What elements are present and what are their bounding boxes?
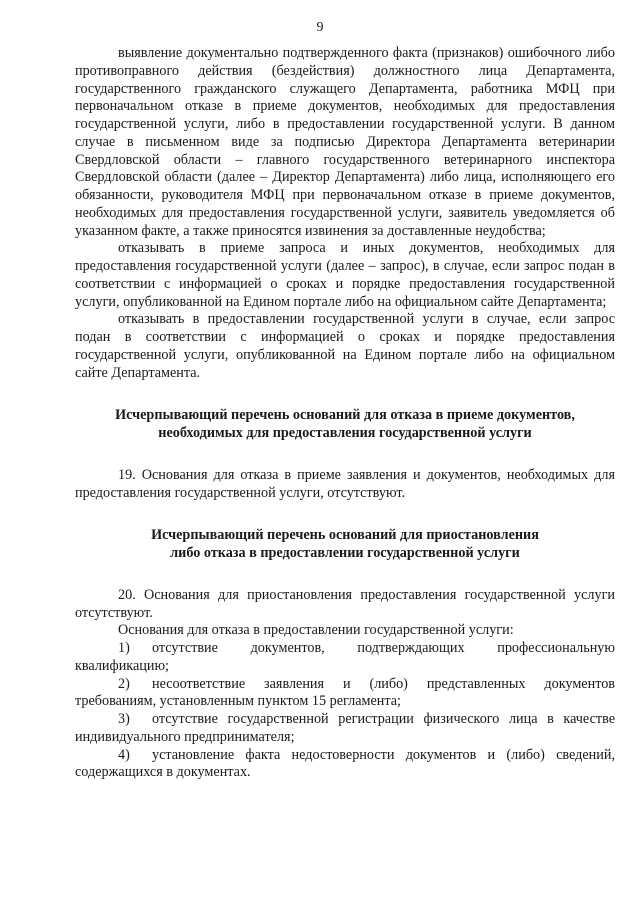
paragraph-19: 19. Основания для отказа в приеме заявления и документов, необходимых для предоставления государственной услуги, отсутствуют. [75,466,615,501]
list-number: 4) [118,746,130,763]
refusal-intro: Основания для отказа в предоставлении государственной услуги: [118,622,514,639]
heading-line: Исчерпывающий перечень оснований для отказа в приеме документов, [115,407,575,424]
heading-line: Исчерпывающий перечень оснований для приостановления [151,527,539,544]
page-number: 9 [316,20,324,35]
list-text: отсутствие документов, подтверждающих профессиональную квалификацию; [75,640,615,674]
heading-line: либо отказа в предоставлении государственной услуги [170,545,520,561]
paragraph-refuse-request: отказывать в приеме запроса и иных документов, необходимых для предоставления государственной услуги (далее – запрос), в случае, если запрос подан в соответствии с информацией о сроках и порядке предоставления государственной услуги, опубликованной на Едином портале либо на официальном сайте Департамента; [75,240,615,310]
list-text: несоответствие заявления и (либо) представленных документов требованиям, установленным пунктом 15 регламента; [75,675,615,710]
list-item [75,640,615,676]
paragraph-20: 20. Основания для приостановления предоставления государственной услуги отсутствуют. [75,586,615,621]
list-number: 3) [118,711,130,727]
document-body [75,45,615,782]
list-number: 1) [118,640,130,656]
paragraph-error-detection: выявление документально подтвержденного факта (признаков) ошибочного либо противоправного действия (бездействия) должностного лица Департамента, государственного гражданского служащего Департамента, работника МФЦ при первоначальном отказе в приеме документов, необходимых для предоставления государственной услуги, либо в предоставлении государственной услуги. В данном случае в письменном виде за подписью Директора Департамента ветеринарии Свердловской области – главного государственного ветеринарного инспектора Свердловской области (далее – Директор Департамента) либо лица, исполняющего его обязанности, руководителя МФЦ при первоначальном отказе в приеме документов, необходимых для предоставления государственной услуги, заявитель уведомляется об указанном факте, а также приносятся извинения за доставленные неудобства; [75,45,615,239]
list-item [75,711,615,747]
paragraph-refuse-service: отказывать в предоставлении государственной услуги в случае, если запрос подан в соответствии с информацией о сроках и порядке предоставления государственной услуги, опубликованной на Едином портале либо на официальном сайте Департамента. [75,311,615,381]
heading-line: необходимых для предоставления государственной услуги [158,425,532,441]
list-number: 2) [118,675,130,692]
list-item [75,747,615,783]
list-text: установление факта недостоверности документов и (либо) сведений, содержащихся в документах. [75,746,615,781]
list-item [75,676,615,712]
list-text: отсутствие государственной регистрации физического лица в качестве индивидуального предпринимателя; [75,711,615,745]
section-heading-suspension-refusal [75,527,615,563]
section-heading-reception-refusal [75,407,615,443]
